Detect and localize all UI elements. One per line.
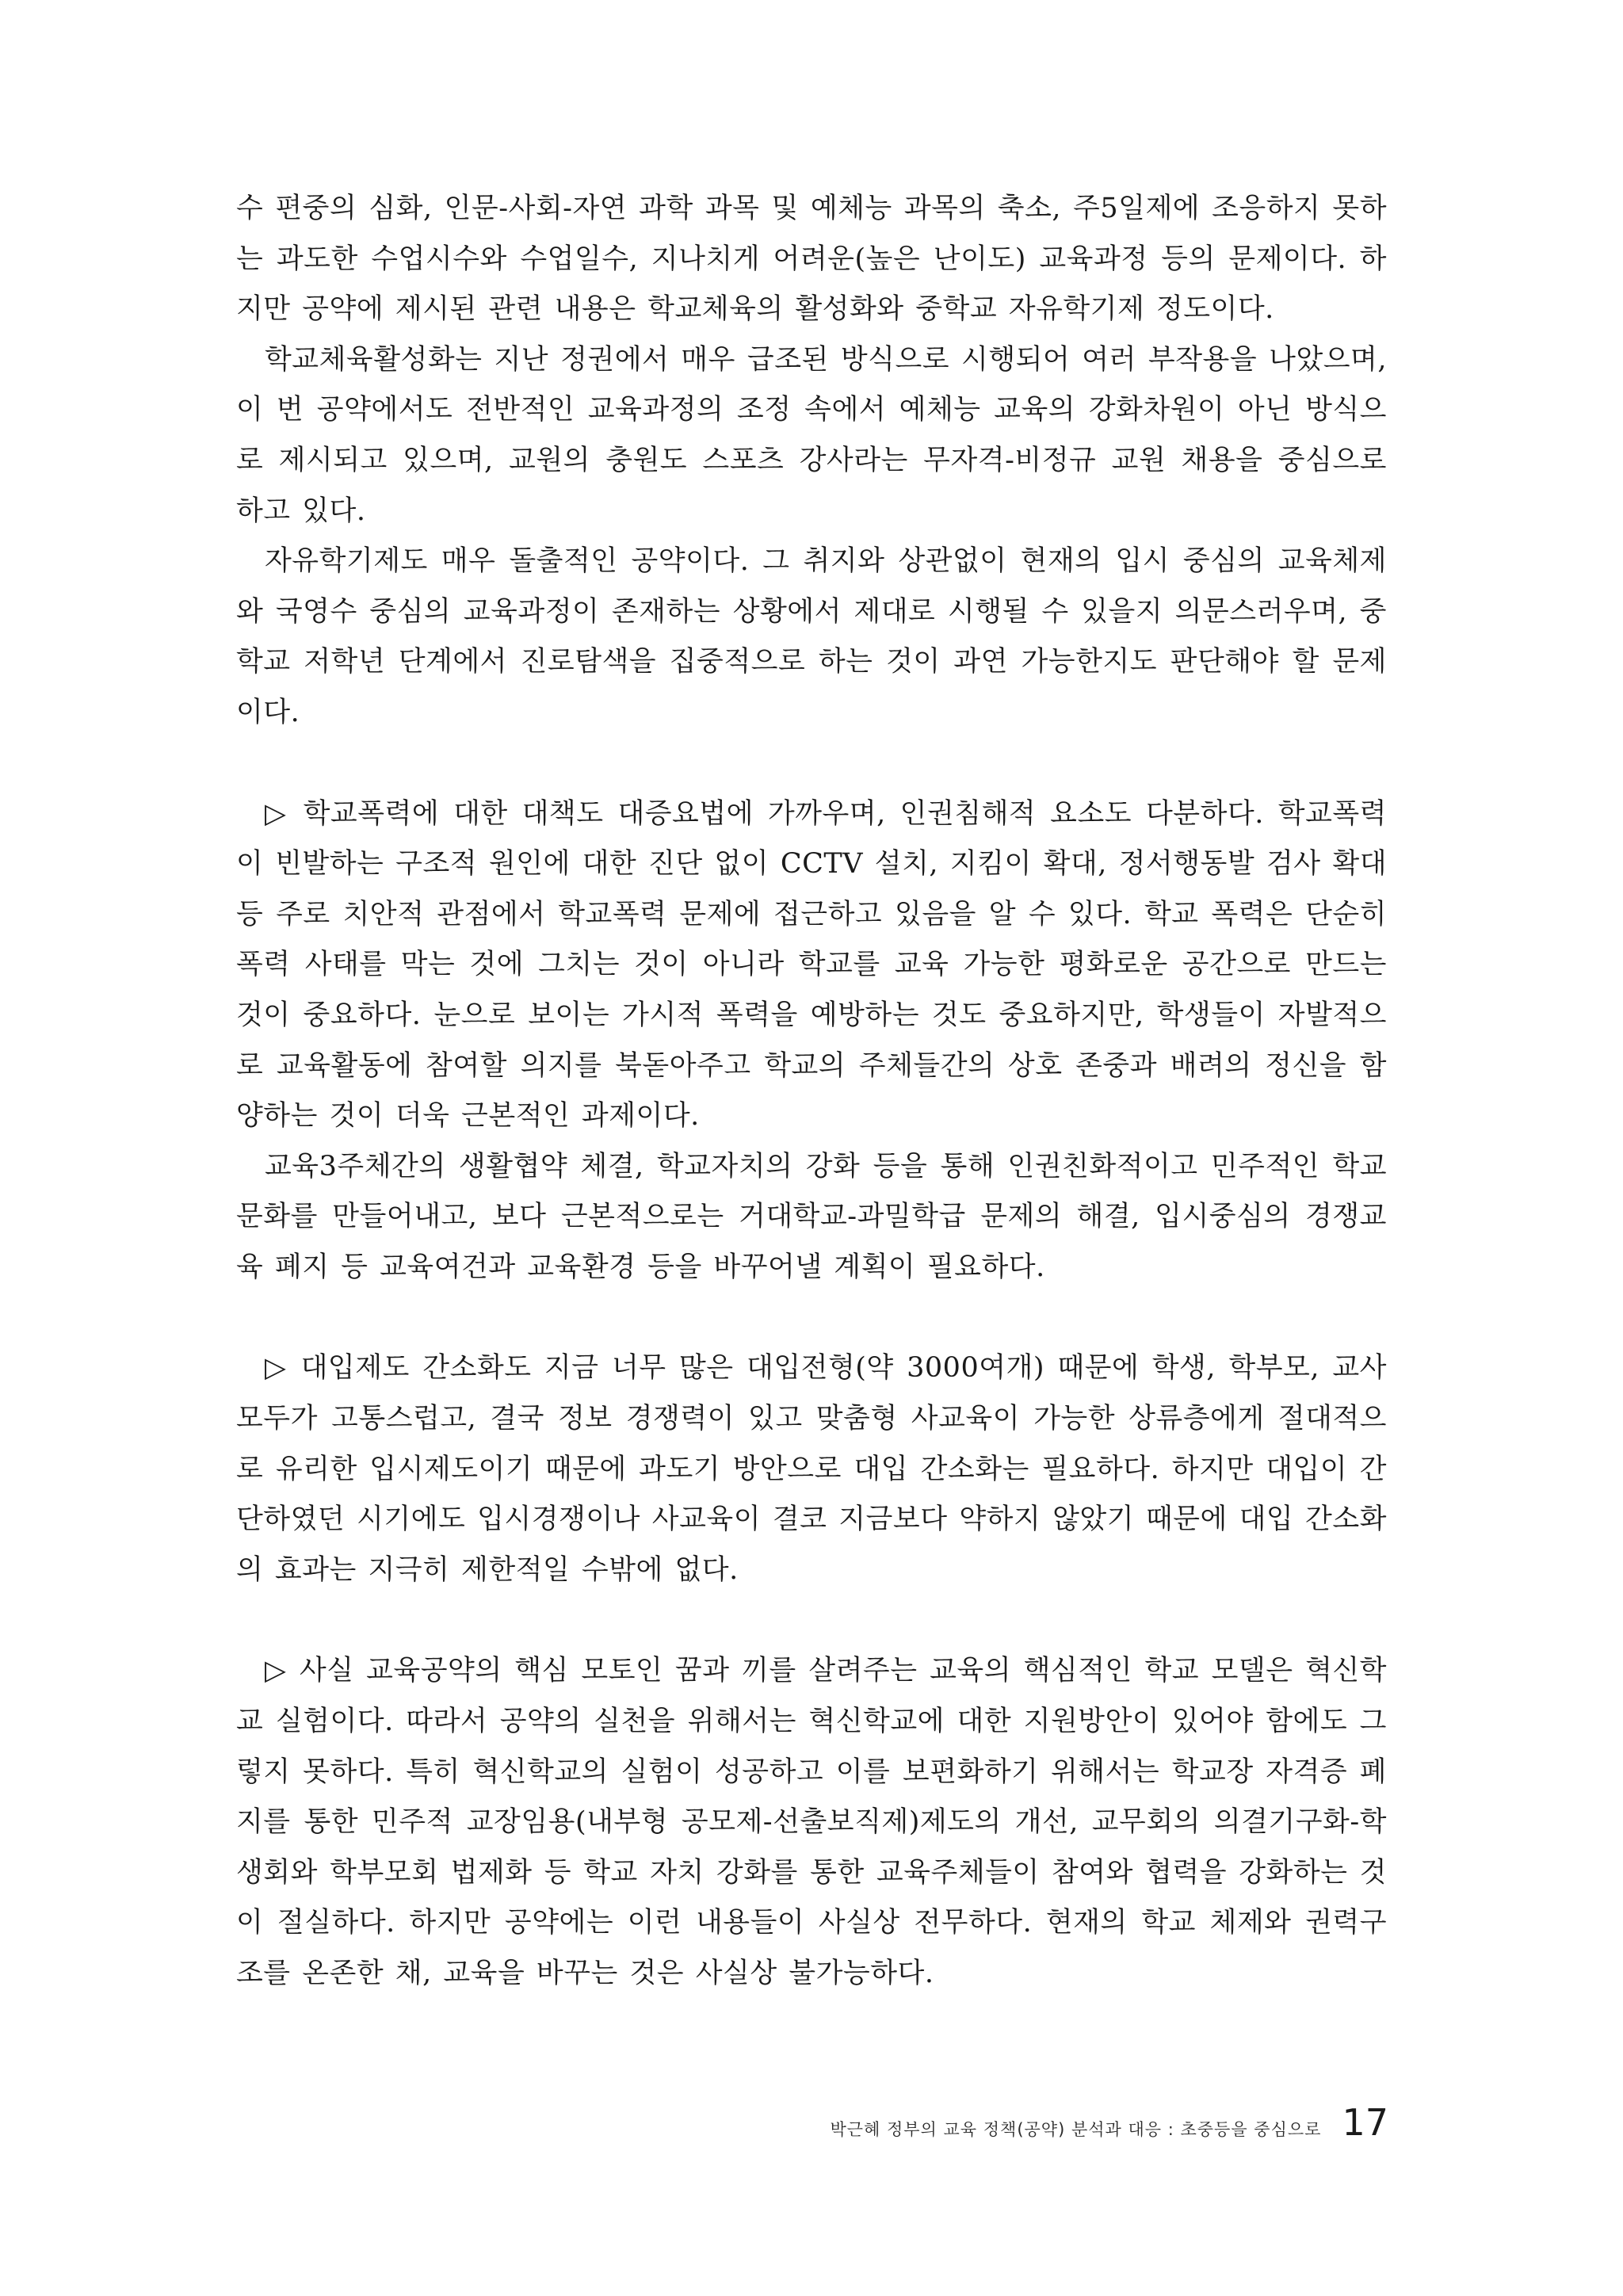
paragraph-curriculum-problems: 수 편중의 심화, 인문-사회-자연 과학 과목 및 예체능 과목의 축소, 주5일제에 조응하지 못하는 과도한 수업시수와 수업일수, 지나치게 어려운(높은 난이도) 교육과정 등의 문제이다. 하지만 공약에 제시된 관련 내용은 학교체육의 활성화와 중학교 자유학기제 정도이다. (236, 193, 1387, 326)
paragraph-school-sports: 학교체육활성화는 지난 정권에서 매우 급조된 방식으로 시행되어 여러 부작용을 나았으며, 이 번 공약에서도 전반적인 교육과정의 조정 속에서 예체능 교육의 강화차원이 아닌 방식으로 제시되고 있으며, 교원의 충원도 스포츠 강사라는 무자격-비정규 교원 채용을 중심으로 하고 있다. (236, 343, 1387, 527)
paragraph-admission-simplification: ▷ 대입제도 간소화도 지금 너무 많은 대입전형(약 3000여개) 때문에 학생, 학부모, 교사 모두가 고통스럽고, 결국 정보 경쟁력이 있고 맞춤형 사교육이 가능한 상류층에게 절대적으로 유리한 입시제도이기 때문에 과도기 방안으로 대입 간소화는 필요하다. 하지만 대입이 간단하였던 시기에도 입시경쟁이나 사교육이 결코 지금보다 약하지 않았기 때문에 대입 간소화의 효과는 지극히 제한적일 수밖에 없다. (236, 1352, 1387, 1586)
section-spacer (236, 739, 1387, 789)
paragraph-innovation-school: ▷ 사실 교육공약의 핵심 모토인 꿈과 끼를 살려주는 교육의 핵심적인 학교 모델은 혁신학교 실험이다. 따라서 공약의 실천을 위해서는 혁신학교에 대한 지원방안이 있어야 함에도 그렇지 못하다. 특히 혁신학교의 실험이 성공하고 이를 보편화하기 위해서는 학교장 자격증 폐지를 통한 민주적 교장임용(내부형 공모제-선출보직제)제도의 개선, 교무회의 의결기구화-학생회와 학부모회 법제화 등 학교 자치 강화를 통한 교육주체들이 참여와 협력을 강화하는 것이 절실하다. 하지만 공약에는 이런 내용들이 사실상 전무하다. 현재의 학교 체제와 권력구조를 온존한 채, 교육을 바꾸는 것은 사실상 불가능하다. (236, 1655, 1387, 1989)
paragraph-school-violence: ▷ 학교폭력에 대한 대책도 대증요법에 가까우며, 인권침해적 요소도 다분하다. 학교폭력이 빈발하는 구조적 원인에 대한 진단 없이 CCTV 설치, 지킴이 확대, 정서행동발 검사 확대 등 주로 치안적 관점에서 학교폭력 문제에 접근하고 있음을 알 수 있다. 학교 폭력은 단순히 폭력 사태를 막는 것에 그치는 것이 아니라 학교를 교육 가능한 평화로운 공간으로 만드는 것이 중요하다. 눈으로 보이는 가시적 폭력을 예방하는 것도 중요하지만, 학생들이 자발적으로 교육활동에 참여할 의지를 북돋아주고 학교의 주체들간의 상호 존중과 배려의 정신을 함양하는 것이 더욱 근본적인 과제이다. (236, 797, 1387, 1133)
page-footer (830, 2101, 1388, 2144)
section-spacer (236, 1595, 1387, 1646)
section-spacer (236, 1293, 1387, 1343)
paragraph-school-culture: 교육3주체간의 생활협약 체결, 학교자치의 강화 등을 통해 인권친화적이고 민주적인 학교문화를 만들어내고, 보다 근본적으로는 거대학교-과밀학급 문제의 해결, 입시중심의 경쟁교육 폐지 등 교육여건과 교육환경 등을 바꾸어낼 계획이 필요하다. (236, 1150, 1387, 1283)
running-title: 박근혜 정부의 교육 정책(공약) 분석과 대응 : 초중등을 중심으로 (830, 2120, 1322, 2139)
paragraph-free-semester: 자유학기제도 매우 돌출적인 공약이다. 그 취지와 상관없이 현재의 입시 중심의 교육체제와 국영수 중심의 교육과정이 존재하는 상황에서 제대로 시행될 수 있을지 의문스러우며, 중학교 저학년 단계에서 진로탐색을 집중적으로 하는 것이 과연 가능한지도 판단해야 할 문제이다. (236, 545, 1387, 728)
page-number: 17 (1342, 2101, 1388, 2144)
body-text (236, 184, 1387, 2000)
